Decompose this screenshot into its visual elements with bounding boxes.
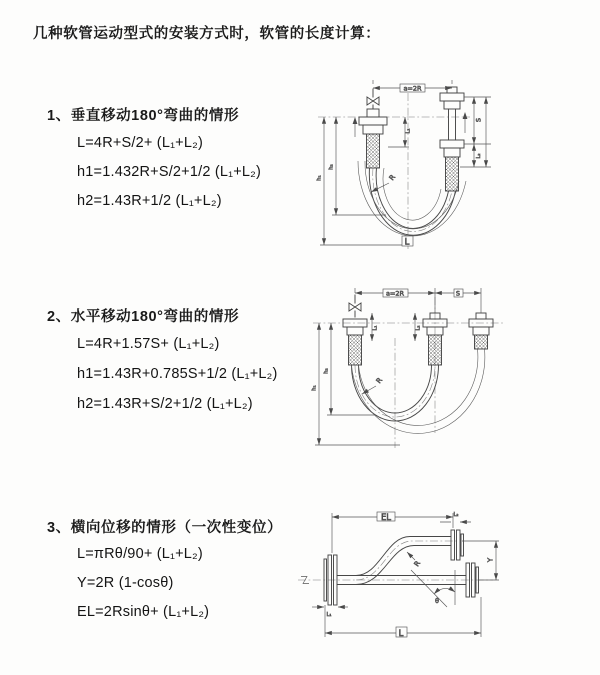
right-connector	[440, 87, 464, 191]
section-1-formula-h2: h2=1.43R+1/2 (L₁+L₂)	[77, 193, 222, 209]
hose-bend	[352, 349, 485, 433]
valve-icon	[349, 303, 361, 311]
radius-label-r: R	[412, 559, 423, 569]
braid-section	[367, 134, 380, 168]
section-2-formula-l: L=4R+1.57S+ (L₁+L₂)	[77, 336, 220, 352]
dim-label-h1: h₁	[311, 385, 318, 391]
dim-label-y: Y	[486, 557, 495, 563]
right-upper-flange	[451, 530, 464, 560]
section-2-formula-h1: h1=1.43R+0.785S+1/2 (L₁+L₂)	[77, 366, 278, 382]
hose-s-curve	[356, 537, 451, 585]
diagram-horizontal-180-bend	[305, 283, 600, 455]
dim-label-l-total: L	[398, 629, 404, 639]
left-connector	[359, 89, 387, 168]
dimensions	[317, 80, 492, 248]
diagram-vertical-180-bend	[310, 75, 600, 255]
dim-label-l2: L₂	[415, 325, 422, 331]
section-1-formula-h1: h1=1.432R+S/2+1/2 (L₁+L₂)	[77, 164, 262, 180]
section-3-formula-l: L=πRθ/90+ (L₁+L₂)	[77, 546, 203, 562]
radius-label-r: R	[387, 173, 398, 183]
dim-label-l2: L₂	[453, 512, 459, 518]
braid-section	[446, 157, 459, 191]
valve-icon	[367, 97, 379, 105]
dim-label-a2r: a=2R	[385, 289, 405, 298]
section-3-formula-y: Y=2R (1-cosθ)	[77, 575, 174, 591]
dim-label-a2r: a=2R	[403, 84, 422, 93]
middle-connector	[423, 313, 447, 365]
dim-label-h2: h₂	[323, 368, 330, 374]
radius-label-r: R	[374, 376, 385, 386]
braid-section	[475, 335, 488, 349]
page-title: 几种软管运动型式的安装方式时，软管的长度计算：	[33, 26, 381, 42]
dim-label-h1: h₁	[316, 175, 323, 181]
dim-label-s: S	[455, 289, 461, 298]
dim-label-h2: h₂	[328, 164, 335, 170]
section-2-formula-h2: h2=1.43R+S/2+1/2 (L₁+L₂)	[77, 396, 253, 412]
dim-label-el: EL	[380, 513, 392, 523]
section-2-heading: 2、水平移动180°弯曲的情形	[47, 309, 240, 325]
section-3-heading: 3、横向位移的情形（一次性变位）	[47, 520, 283, 536]
section-1-formula-l: L=4R+S/2+ (L₁+L₂)	[77, 135, 203, 151]
braid-section	[429, 335, 442, 365]
dim-label-l2: L₂	[476, 153, 482, 159]
section-1-heading: 1、垂直移动180°弯曲的情形	[47, 108, 240, 124]
right-connector	[469, 313, 493, 349]
dim-label-l1: L₁	[326, 612, 332, 618]
left-connector	[343, 295, 367, 365]
section-3-formula-el: EL=2Rsinθ+ (L₁+L₂)	[77, 604, 210, 620]
angle-label-theta: θ	[435, 597, 439, 605]
dim-label-s: S	[474, 117, 483, 123]
centerlines	[313, 297, 505, 448]
diagram-lateral-displacement	[298, 503, 588, 645]
dimensions	[312, 288, 482, 445]
dim-label-l1: L₁	[405, 128, 412, 134]
dim-label-l1: L₁	[372, 325, 379, 331]
braid-section	[349, 335, 362, 365]
dim-label-l-total: L	[404, 237, 410, 248]
